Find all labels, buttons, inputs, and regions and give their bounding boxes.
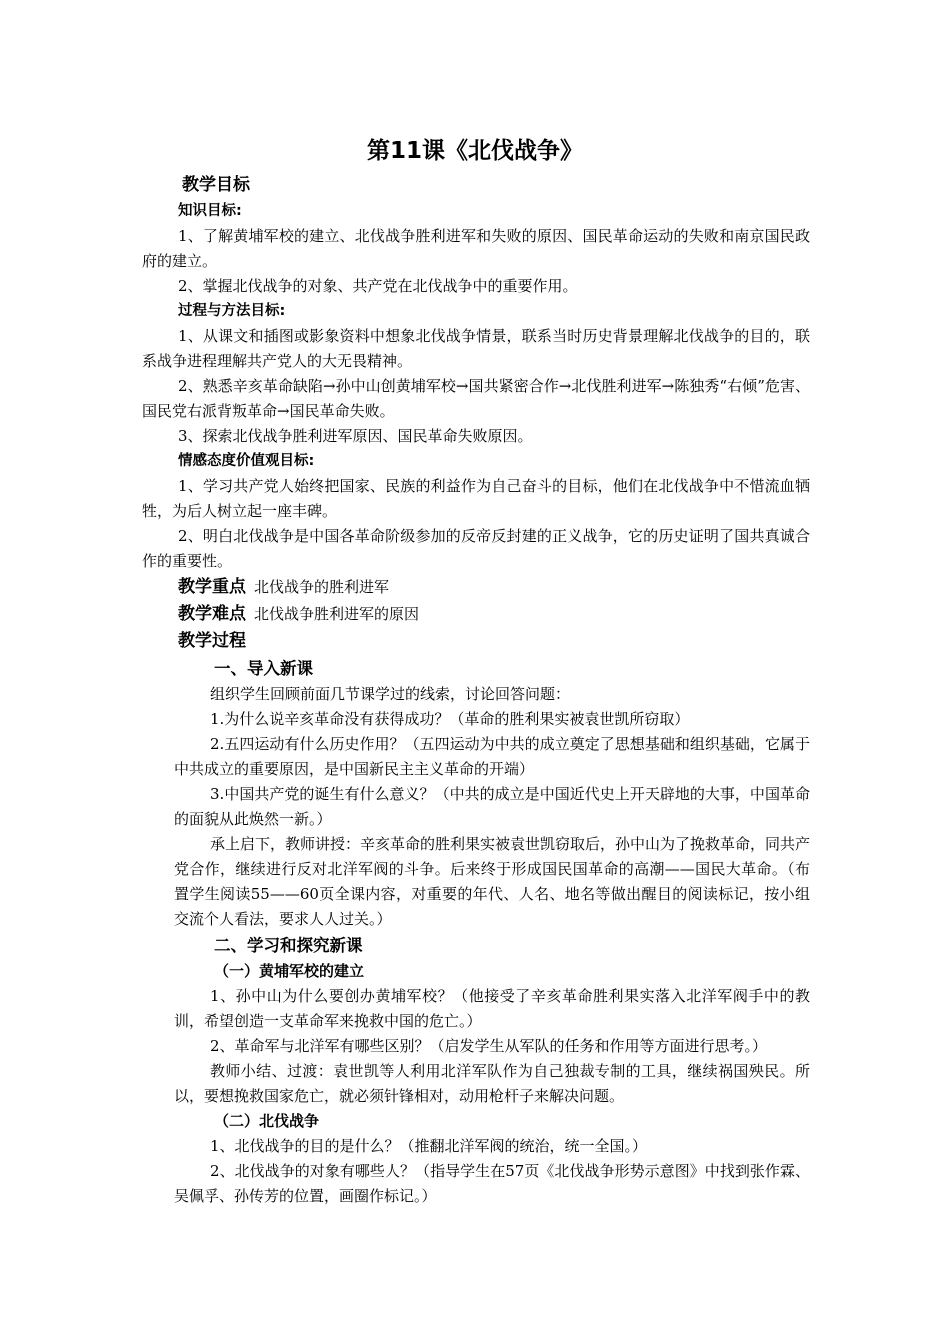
section1-para: 2.五四运动有什么历史作用？（五四运动为中共的成立奠定了思想基础和组织基础，它属于中共成立的重要原因，是中国新民主主义革命的开端） — [174, 735, 810, 778]
emotion-item: 1、学习共产党人始终把国家、民族的利益作为自己奋斗的目标，他们在北伐战争中不惜流血牺牲，为后人树立起一座丰碑。 — [142, 477, 810, 520]
process-method-item: 3、探索北伐战争胜利进军原因、国民革命失败原因。 — [178, 427, 533, 445]
part1-para: 1、孙中山为什么要创办黄埔军校？（他接受了辛亥革命胜利果实落入北洋军阀手中的教训，希望创造一支革命军来挽救中国的危亡。） — [174, 987, 810, 1030]
emotion-item: 2、明白北伐战争是中国各革命阶级参加的反帝反封建的正义战争，它的历史证明了国共真诚合作的重要性。 — [142, 527, 810, 570]
part1-para: 教师小结、过渡：袁世凯等人利用北洋军队作为自己独裁专制的工具，继续祸国殃民。所以，要想挽救国家危亡，就必须针锋相对，动用枪杆子来解决问题。 — [174, 1062, 810, 1105]
part2-para: 2、北伐战争的对象有哪些人？（指导学生在57页《北伐战争形势示意图》中找到张作霖、吴佩孚、孙传芳的位置，画圈作标记。） — [174, 1162, 810, 1205]
emotion-heading: 情感态度价值观目标: — [178, 453, 315, 469]
process-method-item: 1、从课文和插图或影象资料中想象北伐战争情景，联系当时历史背景理解北伐战争的目的，联系战争进程理解共产党人的大无畏精神。 — [142, 327, 810, 370]
difficulty-label: 教学难点 — [178, 604, 246, 624]
difficulty-value: 北伐战争胜利进军的原因 — [254, 605, 420, 623]
part1-heading: （一）黄埔军校的建立 — [214, 962, 365, 980]
section2-heading: 二、学习和探究新课 — [214, 936, 363, 955]
difficulty-line — [142, 601, 810, 628]
process-heading: 教学过程 — [178, 631, 246, 651]
section1-para: 承上启下，教师讲授：辛亥革命的胜利果实被袁世凯窃取后，孙中山为了挽救革命，同共产党合作，继续进行反对北洋军阀的斗争。后来终于形成国民国革命的高潮——国民大革命。（布置学生阅读55——60页全课内容，对重要的年代、人名、地名等做出醒目的阅读标记，按小组交流个人看法，要求人人过关。） — [174, 835, 811, 928]
document-title: 第11课《北伐战争》 — [366, 138, 583, 164]
process-method-heading: 过程与方法目标: — [178, 303, 286, 319]
part2-heading: （二）北伐战争 — [214, 1112, 320, 1130]
knowledge-item: 1、了解黄埔军校的建立、北伐战争胜利进军和失败的原因、国民革命运动的失败和南京国民政府的建立。 — [142, 227, 810, 270]
key-point-label: 教学重点 — [178, 577, 246, 597]
part2-para: 1、北伐战争的目的是什么？（推翻北洋军阀的统治，统一全国。） — [210, 1137, 648, 1155]
process-method-item: 2、熟悉辛亥革命缺陷→孙中山创黄埔军校→国共紧密合作→北伐胜利进军→陈独秀“右倾”危害、国民党右派背叛革命→国民革命失败。 — [142, 377, 810, 420]
objectives-heading: 教学目标 — [182, 175, 250, 195]
part1-para: 2、革命军与北洋军有哪些区别？（启发学生从军队的任务和作用等方面进行思考。） — [210, 1037, 768, 1055]
section1-para: 3.中国共产党的诞生有什么意义？（中共的成立是中国近代史上开天辟地的大事，中国革命的面貌从此焕然一新。） — [174, 785, 810, 828]
knowledge-heading: 知识目标: — [178, 203, 242, 219]
document-body — [142, 172, 810, 1209]
section1-heading: 一、导入新课 — [214, 659, 313, 678]
section1-para: 组织学生回顾前面几节课学过的线索，讨论回答问题： — [210, 685, 571, 703]
section1-para: 1.为什么说辛亥革命没有获得成功？（革命的胜利果实被袁世凯所窃取） — [210, 710, 690, 728]
key-point-value: 北伐战争的胜利进军 — [254, 578, 390, 596]
key-point-line — [142, 574, 810, 601]
knowledge-item: 2、掌握北伐战争的对象、共产党在北伐战争中的重要作用。 — [178, 277, 578, 295]
